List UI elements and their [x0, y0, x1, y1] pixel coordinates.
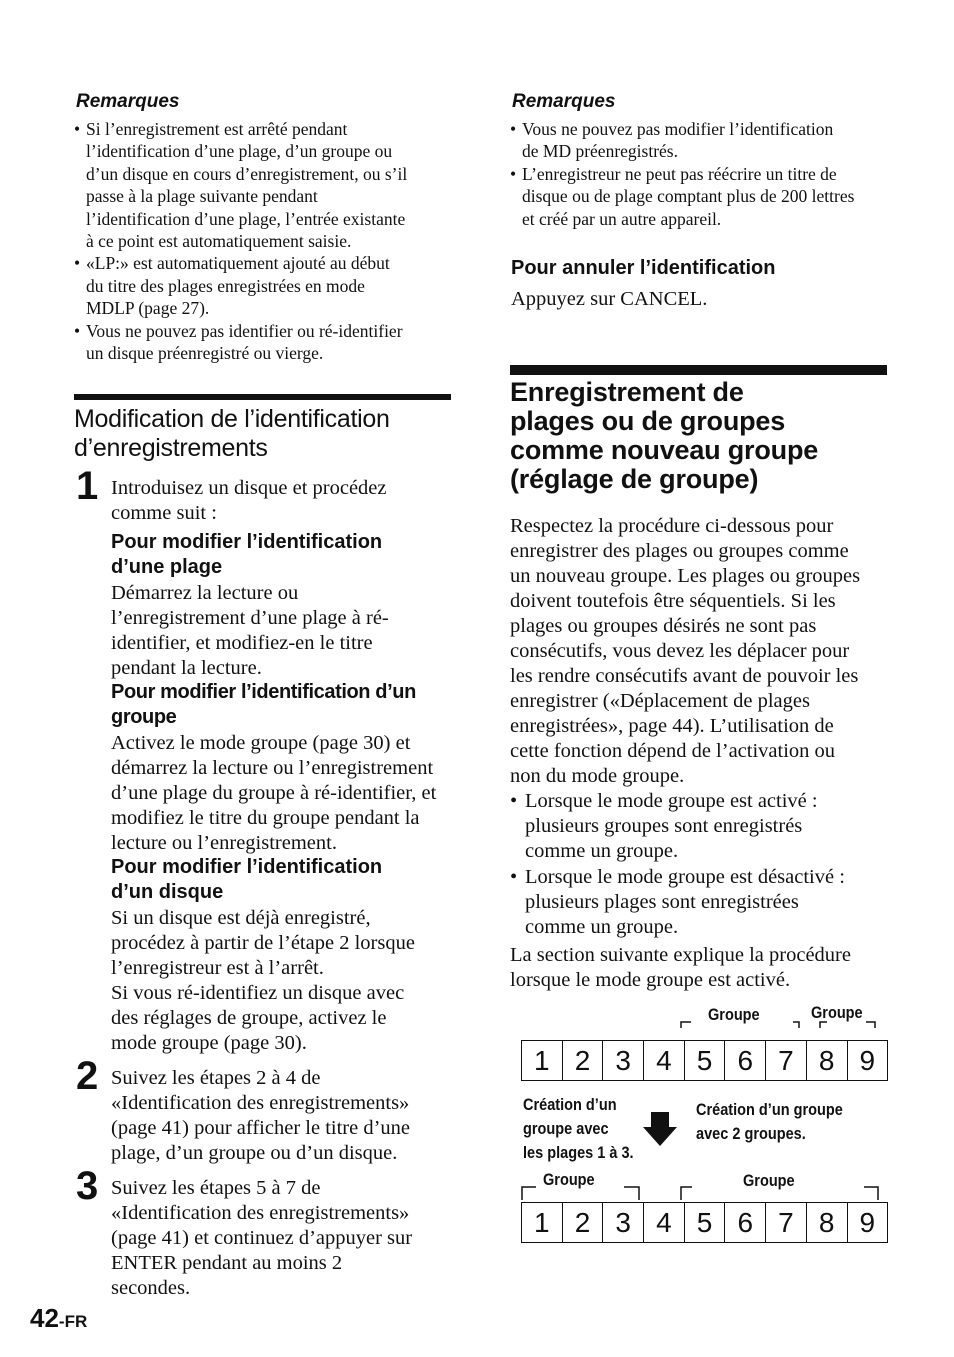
text-line: (réglage de groupe)	[510, 464, 759, 494]
step-2-number: 2	[76, 1054, 99, 1098]
track-cell: 9	[847, 1203, 888, 1242]
text-line: du titre des plages enregistrées en mode	[86, 275, 365, 296]
text-line: Pour modifier l’identification	[111, 531, 383, 553]
text-line: consécutifs, vous devez les déplacer pour	[510, 640, 850, 662]
track-cell: 4	[643, 1041, 684, 1080]
arrow-down-icon	[640, 1110, 680, 1148]
left-remark-1	[74, 118, 454, 252]
text-line: de MD préenregistrés.	[522, 141, 678, 162]
right-outro	[510, 943, 900, 993]
step-1-sub-disc-body	[111, 906, 456, 1056]
right-remarks-title: Remarques	[512, 91, 616, 112]
right-caption	[696, 1098, 843, 1146]
text-line: • Lorsque le mode groupe est activé :	[525, 790, 818, 812]
cancel-title: Pour annuler l’identification	[511, 257, 776, 279]
right-intro	[510, 514, 900, 789]
left-remarks-list	[74, 118, 454, 364]
top-group-label-2: Groupe	[811, 1004, 863, 1022]
track-cell: 8	[806, 1203, 847, 1242]
text-line: Suivez les étapes 2 à 4 de	[111, 1067, 321, 1089]
bracket-top-group-2-right	[866, 1022, 875, 1028]
right-section-title	[510, 378, 818, 494]
text-line: d’une plage	[111, 556, 223, 578]
text-line: à ce point est automatiquement saisie.	[86, 231, 352, 252]
text-line: • Vous ne pouvez pas identifier ou ré-identifier	[86, 320, 403, 341]
step-3-body	[111, 1176, 456, 1301]
step-1-number: 1	[76, 464, 99, 508]
text-line: Pour modifier l’identification	[111, 856, 383, 878]
track-cell: 9	[847, 1041, 888, 1080]
text-line: d’enregistrements	[74, 434, 268, 462]
bracket-top-group-1-right	[793, 1022, 799, 1028]
track-cell: 4	[643, 1203, 684, 1242]
page-number-value: 42	[30, 1303, 59, 1333]
text-line: disque ou de plage comptant plus de 200 lettres	[522, 186, 855, 207]
text-line: plage, d’un groupe ou d’un disque.	[111, 1142, 398, 1164]
text-line: plusieurs plages sont enregistrées	[525, 891, 799, 913]
text-line: Création d’un groupe	[696, 1101, 843, 1119]
top-group-label-1: Groupe	[708, 1006, 760, 1024]
text-line: comme suit :	[111, 502, 217, 524]
text-line: les plages 1 à 3.	[523, 1144, 634, 1162]
text-line: comme nouveau groupe	[510, 435, 819, 465]
text-line: Suivez les étapes 5 à 7 de	[111, 1177, 321, 1199]
cancel-body: Appuyez sur CANCEL.	[511, 288, 708, 310]
right-remarks-list	[510, 118, 900, 230]
track-cell: 5	[684, 1041, 725, 1080]
bracket-bottom-group-2-right	[864, 1187, 878, 1200]
text-line: groupe avec	[523, 1120, 609, 1138]
text-line: (page 41) pour afficher le titre d’une	[111, 1117, 411, 1139]
text-line: • Lorsque le mode groupe est désactivé :	[525, 866, 845, 888]
text-line: pendant la lecture.	[111, 657, 262, 679]
text-line: non du mode groupe.	[510, 765, 685, 787]
page-number-suffix: -FR	[58, 1312, 88, 1331]
track-cell: 5	[684, 1203, 725, 1242]
track-cell: 6	[724, 1203, 765, 1242]
text-line: cette fonction dépend de l’activation ou	[510, 740, 836, 762]
text-line: procédez à partir de l’étape 2 lorsque	[111, 932, 415, 954]
step-2-body	[111, 1066, 456, 1166]
text-line: un nouveau groupe. Les plages ou groupes	[510, 565, 861, 587]
text-line: Enregistrement de	[510, 377, 744, 407]
track-cell: 6	[724, 1041, 765, 1080]
text-line: • L’enregistreur ne peut pas réécrire un titre de	[522, 163, 837, 184]
text-line: l’enregistrement d’une plage à ré-	[111, 607, 389, 629]
text-line: mode groupe (page 30).	[111, 1032, 307, 1054]
bracket-top-group-1-left	[681, 1022, 691, 1028]
bottom-group-label-1: Groupe	[543, 1171, 595, 1189]
step-1-sub-group-title	[111, 680, 456, 730]
track-cell: 7	[765, 1203, 806, 1242]
bracket-bottom-group-2-left	[681, 1187, 692, 1200]
text-line: identifier, et modifiez-en le titre	[111, 632, 373, 654]
track-cell: 7	[765, 1041, 806, 1080]
track-row-before	[521, 1040, 888, 1081]
step-1-sub-group-body	[111, 731, 456, 856]
text-line: plages ou de groupes	[510, 406, 786, 436]
left-remark-3	[74, 320, 454, 365]
text-line: (page 41) et continuez d’appuyer sur	[111, 1227, 413, 1249]
text-line: comme un groupe.	[525, 840, 679, 862]
left-section-title	[74, 405, 390, 463]
text-line: «Identification des enregistrements»	[111, 1092, 410, 1114]
text-line: • «LP:» est automatiquement ajouté au début	[86, 253, 390, 274]
text-line: lorsque le mode groupe est activé.	[510, 969, 791, 991]
right-remark-1	[510, 118, 900, 163]
track-row-after	[521, 1202, 888, 1243]
step-3-number: 3	[76, 1164, 99, 1208]
text-line: l’identification d’une plage, l’entrée existante	[86, 208, 406, 229]
text-line: groupe	[111, 706, 177, 728]
text-line: doivent toutefois être séquentiels. Si les	[510, 590, 836, 612]
track-cell: 1	[534, 1206, 550, 1238]
bullet-group-mode-on	[510, 789, 900, 864]
text-line: les rendre consécutifs avant de pouvoir les	[510, 665, 859, 687]
right-remark-2	[510, 163, 900, 230]
track-cell: 2	[562, 1041, 603, 1080]
step-1-sub-disc-title	[111, 855, 456, 905]
left-caption	[523, 1093, 634, 1165]
text-line: enregistrer («Déplacement de plages	[510, 690, 810, 712]
step-1-sub-track-body	[111, 581, 456, 681]
text-line: «Identification des enregistrements»	[111, 1202, 410, 1224]
text-line: passe à la plage suivante pendant	[86, 186, 318, 207]
text-line: enregistrées», page 44). L’utilisation de	[510, 715, 834, 737]
text-line: Création d’un	[523, 1096, 617, 1114]
text-line: Démarrez la lecture ou	[111, 582, 299, 604]
text-line: Pour modifier l’identification d’un	[111, 681, 416, 703]
track-cell: 8	[806, 1041, 847, 1080]
left-remark-2	[74, 252, 454, 319]
text-line: comme un groupe.	[525, 916, 679, 938]
section-rule-right	[510, 365, 887, 375]
text-line: d’un disque en cours d’enregistrement, ou s’il	[86, 163, 408, 184]
text-line: secondes.	[111, 1277, 191, 1299]
text-line: • Si l’enregistrement est arrêté pendant	[86, 119, 348, 139]
bullet-group-mode-off	[510, 865, 900, 940]
text-line: des réglages de groupe, activez le	[111, 1007, 387, 1029]
text-line: lecture ou l’enregistrement.	[111, 832, 337, 854]
text-line: Modification de l’identification	[74, 405, 390, 433]
track-cell: 2	[562, 1203, 603, 1242]
bottom-group-label-2: Groupe	[743, 1172, 795, 1190]
text-line: d’un disque	[111, 881, 224, 903]
text-line: démarrez la lecture ou l’enregistrement	[111, 757, 434, 779]
text-line: modifiez le titre du groupe pendant la	[111, 807, 420, 829]
page-number	[30, 1303, 87, 1334]
text-line: Activez le mode groupe (page 30) et	[111, 732, 411, 754]
text-line: avec 2 groupes.	[696, 1125, 806, 1143]
section-rule-left	[74, 394, 451, 400]
track-cell: 3	[602, 1203, 643, 1242]
text-line: et créé par un autre appareil.	[522, 208, 722, 229]
text-line: Respectez la procédure ci-dessous pour	[510, 515, 834, 537]
text-line: l’enregistreur est à l’arrêt.	[111, 957, 324, 979]
text-line: ENTER pendant au moins 2	[111, 1252, 343, 1274]
text-line: un disque préenregistré ou vierge.	[86, 343, 324, 364]
text-line: enregistrer des plages ou groupes comme	[510, 540, 849, 562]
text-line: • Vous ne pouvez pas modifier l’identification	[522, 119, 834, 139]
bracket-bottom-group-1-right	[624, 1187, 639, 1200]
text-line: Si un disque est déjà enregistré,	[111, 907, 371, 929]
bracket-bottom-group-1-left	[522, 1187, 536, 1200]
text-line: Si vous ré-identifiez un disque avec	[111, 982, 405, 1004]
text-line: plages ou groupes désirés ne sont pas	[510, 615, 817, 637]
track-cell: 3	[602, 1041, 643, 1080]
left-remarks-title: Remarques	[76, 91, 180, 112]
text-line: plusieurs groupes sont enregistrés	[525, 815, 803, 837]
text-line: MDLP (page 27).	[86, 298, 210, 319]
text-line: d’une plage du groupe à ré-identifier, et	[111, 782, 437, 804]
step-1-intro	[111, 476, 456, 526]
right-bullets	[510, 789, 900, 940]
step-1-sub-track-title	[111, 530, 456, 580]
text-line: La section suivante explique la procédure	[510, 944, 851, 966]
track-cell: 1	[534, 1044, 550, 1076]
text-line: Introduisez un disque et procédez	[111, 477, 387, 499]
text-line: l’identification d’une plage, d’un groupe ou	[86, 141, 393, 162]
